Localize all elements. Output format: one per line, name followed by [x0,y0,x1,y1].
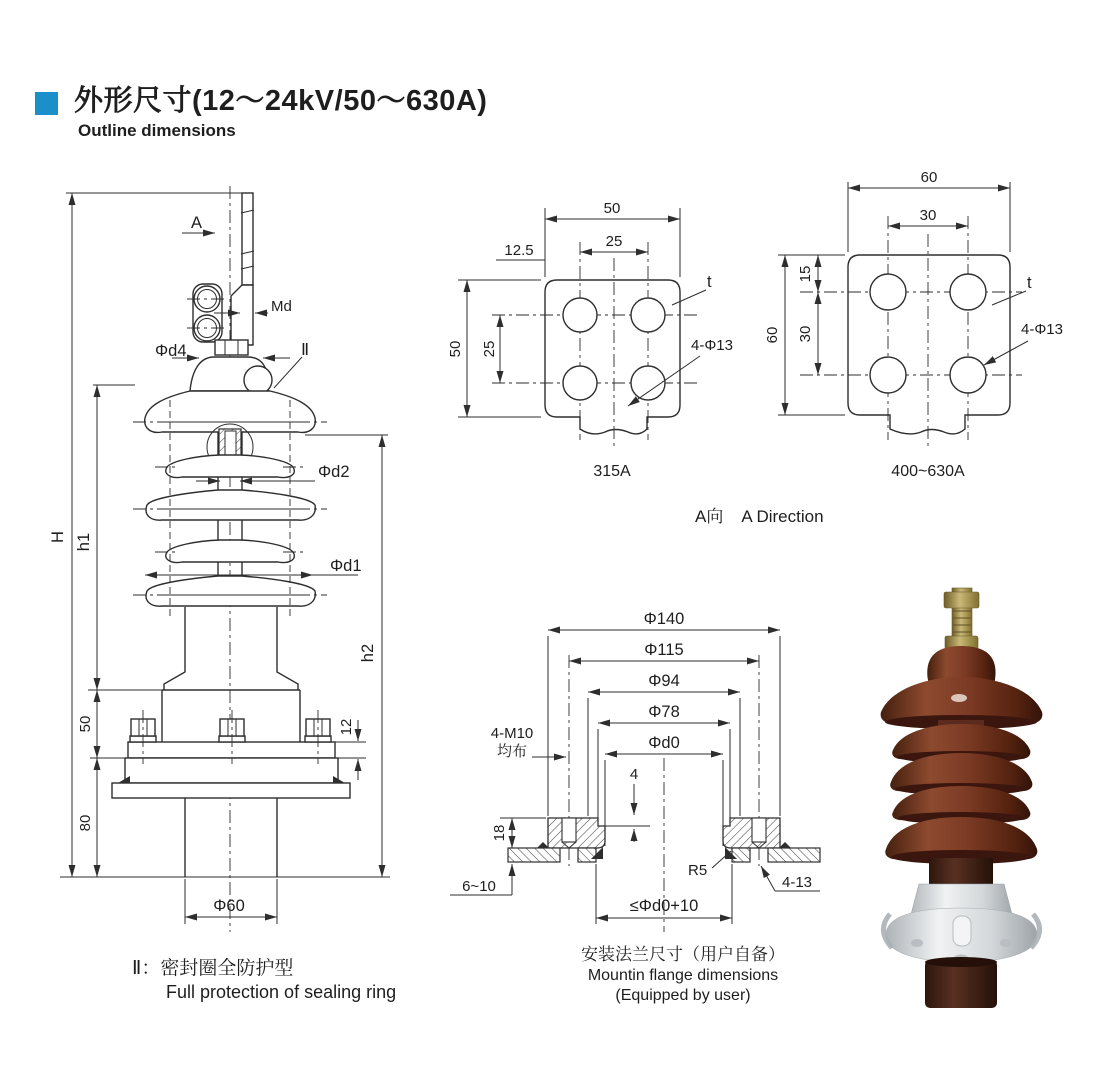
mounting-flange-photo [883,884,1039,962]
legend-en: Full protection of sealing ring [166,982,397,1002]
dim-label-phid4: Φd4 [155,342,187,360]
dim-label-md: Md [271,298,292,315]
dim-label-50: 50 [77,715,94,733]
dim-315-hole-span-v: 25 [481,340,498,358]
dim-315-holes: 4-Φ13 [691,337,733,354]
dim-mf-thickness: 18 [491,824,508,842]
page-title: 外形尺寸(12～24kV/50～630A) [74,85,488,117]
dim-label-12: 12 [338,718,355,736]
mounting-caption-zh: 安装法兰尺寸（用户自备） [581,945,785,964]
mounting-flange-caption [581,944,785,1007]
dim-label-h1: h1 [75,532,93,552]
dim-400-holes: 4-Φ13 [1021,321,1063,338]
direction-note [695,502,842,527]
dim-400-row-offset: 15 [797,265,814,283]
mounting-caption-en1: Mountin flange dimensions [587,966,779,984]
porcelain-sheds [881,677,1043,864]
terminal-stud [944,588,979,650]
dim-label-H: H [49,531,67,543]
product-photo [881,588,1043,1008]
dim-label-phid2: Φd2 [318,463,350,481]
dim-mf-hole-limit: ≤Φd0+10 [629,897,699,915]
dim-400-height: 60 [764,326,781,344]
dim-400-hole-span-v: 30 [797,325,814,343]
dim-mf-fillet: R5 [688,862,708,879]
dim-mf-hub: Φ94 [648,672,680,690]
seal-type-legend [132,953,396,1003]
dim-315-height: 50 [447,340,464,358]
dim-label-phi60: Φ60 [213,897,245,915]
page-subtitle: Outline dimensions [78,120,236,140]
dim-400-hole-span-h: 30 [919,207,937,224]
dim-label-phid1: Φd1 [330,557,362,575]
outline-drawing [49,186,390,932]
dim-mf-plate-thickness: 6~10 [462,878,496,895]
seal-mark-label: Ⅱ [301,341,310,359]
dim-mf-bolt-spec-2: 均布 [496,743,528,760]
flange-315-drawing [447,200,733,448]
caption-400-630a: 400~630A [891,463,965,480]
dim-mf-clearance-holes: 4-13 [781,874,813,891]
dim-mf-hole: Φd0 [648,734,680,752]
dim-mf-bolt-circle: Φ115 [644,641,684,659]
dim-label-h2: h2 [359,643,377,663]
direction-note-en: A Direction [741,507,824,526]
caption-315a: 315A [593,463,631,480]
dim-315-width: 50 [603,200,621,217]
view-arrow-label: A [191,214,203,232]
dim-mf-recess: Φ78 [648,703,680,721]
dim-400-thickness: t [1027,274,1032,292]
dim-400-width: 60 [920,169,938,186]
dim-label-80: 80 [77,814,94,832]
legend-zh: 密封圈全防护型 [160,958,294,979]
dim-315-thickness: t [707,273,712,291]
mounting-flange-drawing [450,610,820,932]
dim-315-edge-offset: 12.5 [504,242,534,259]
dim-315-hole-span-h: 25 [605,233,623,250]
legend-mark: Ⅱ： [132,958,161,979]
flange-400-630-drawing [764,169,1063,448]
mounting-caption-en2: (Equipped by user) [615,987,751,1005]
direction-note-zh: A向 [695,507,724,526]
dim-mf-step: 4 [629,766,639,783]
dim-mf-bolt-spec-1: 4-M10 [490,725,534,742]
dim-mf-outer: Φ140 [643,610,685,628]
